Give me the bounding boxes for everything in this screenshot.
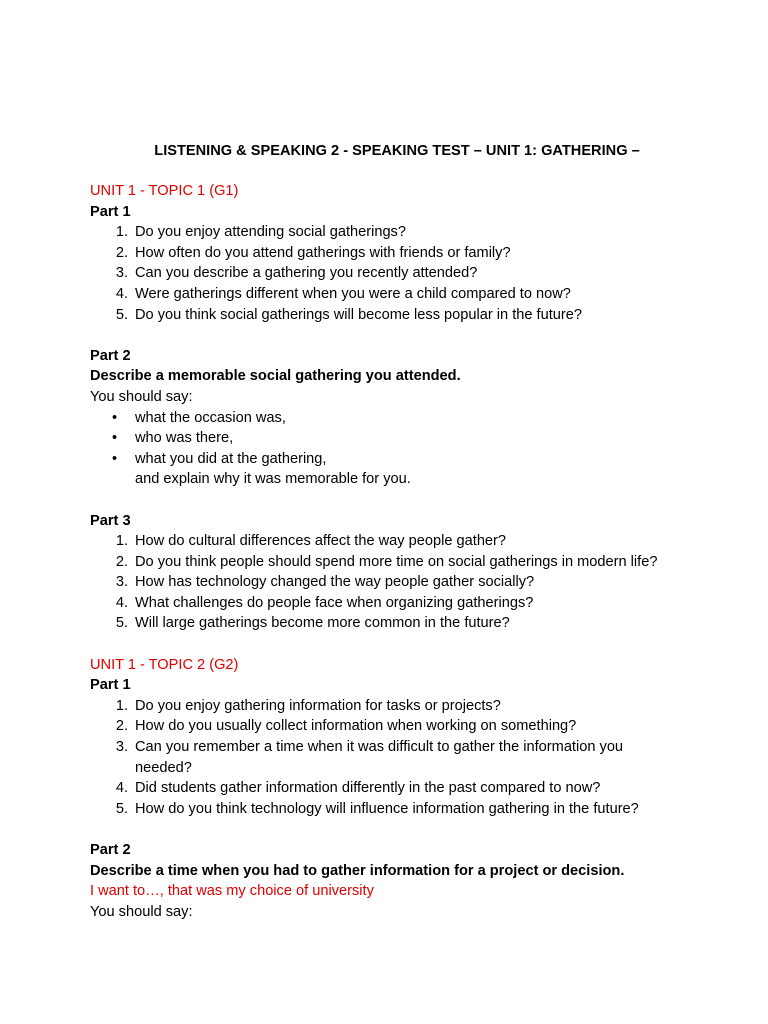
list-item: 4. What challenges do people face when organizing gatherings? [115, 594, 534, 611]
spacer [90, 325, 690, 346]
document-title: LISTENING & SPEAKING 2 - SPEAKING TEST – UNIT 1: GATHERING – [154, 143, 640, 159]
spacer [90, 490, 690, 511]
topic1-should-say: You should say: [90, 388, 193, 405]
question-text: Do you think social gatherings will become less popular in the future? [135, 306, 582, 323]
question-text: Can you describe a gathering you recently attended? [135, 265, 478, 282]
bullet-icon: • [112, 450, 118, 467]
list-item: 3. How has technology changed the way people gather socially? [115, 574, 535, 591]
bullet-text: what you did at the gathering, [135, 450, 327, 467]
list-item: 5. Will large gatherings become more common in the future? [115, 615, 510, 632]
question-text: Were gatherings different when you were a child compared to now? [135, 285, 571, 302]
topic1-heading: UNIT 1 - TOPIC 1 (G1) [90, 183, 239, 199]
list-item: 4. Were gatherings different when you were a child compared to now? [115, 285, 571, 302]
topic2-part1-questions [90, 696, 690, 820]
list-item: 1. Do you enjoy attending social gatherings? [115, 224, 406, 241]
list-item: 4. Did students gather information differently in the past compared to now? [115, 780, 601, 797]
spacer [90, 819, 690, 840]
topic1-part3-label: Part 3 [90, 512, 131, 529]
question-text: Do you enjoy gathering information for tasks or projects? [135, 697, 501, 714]
topic1-part2-bullets [90, 408, 690, 470]
topic2-part2-prompt: Describe a time when you had to gather information for a project or decision. [90, 862, 625, 879]
bullet-text: what the occasion was, [135, 409, 286, 426]
question-text: Can you remember a time when it was difficult to gather the information you needed? [135, 739, 624, 776]
question-text: Did students gather information differently in the past compared to now? [135, 780, 601, 797]
topic1-part1-questions [90, 222, 690, 325]
list-item [90, 449, 690, 470]
list-item: 2. How do you usually collect information when working on something? [115, 718, 577, 735]
bullet-icon: • [112, 409, 118, 426]
topic2-heading: UNIT 1 - TOPIC 2 (G2) [90, 656, 239, 673]
question-text: Will large gatherings become more common in the future? [135, 615, 510, 632]
bullet-text: who was there, [135, 430, 234, 447]
question-text: How do you usually collect information when working on something? [135, 718, 577, 735]
list-item: 3. Can you remember a time when it was difficult to gather the information you needed? [115, 739, 624, 776]
list-item: 5. How do you think technology will influence information gathering in the future? [115, 800, 639, 817]
topic2-part1-label: Part 1 [90, 677, 131, 694]
topic1-part3-questions [90, 531, 690, 634]
question-text: What challenges do people face when organizing gatherings? [135, 594, 534, 611]
topic1-part2-prompt: Describe a memorable social gathering you attended. [90, 368, 461, 385]
list-item: 2. Do you think people should spend more time on social gatherings in modern life? [115, 553, 658, 570]
topic2-part2-label: Part 2 [90, 842, 131, 858]
list-item: 2. How often do you attend gatherings with friends or family? [115, 244, 511, 261]
topic2-part2-note: I want to…, that was my choice of university [90, 883, 374, 900]
question-text: Do you enjoy attending social gatherings? [135, 224, 406, 241]
list-item: 1. Do you enjoy gathering information for tasks or projects? [115, 697, 501, 714]
topic1-part1-label: Part 1 [90, 203, 131, 220]
topic1-part2-closing: and explain why it was memorable for you. [135, 471, 411, 488]
question-text: How has technology changed the way people gather socially? [135, 574, 535, 591]
spacer [90, 634, 690, 655]
list-item [90, 408, 690, 429]
topic2-should-say: You should say: [90, 903, 193, 920]
question-text: Do you think people should spend more time on social gatherings in modern life? [135, 553, 658, 570]
topic1-part2-label: Part 2 [90, 347, 131, 364]
list-item: 1. How do cultural differences affect the way people gather? [115, 533, 507, 550]
bullet-icon: • [112, 430, 118, 447]
list-item: 5. Do you think social gatherings will become less popular in the future? [115, 306, 582, 323]
document-body [90, 181, 690, 922]
question-text: How often do you attend gatherings with friends or family? [135, 244, 511, 261]
question-text: How do you think technology will influence information gathering in the future? [135, 800, 639, 817]
list-item: 3. Can you describe a gathering you recently attended? [115, 265, 478, 282]
list-item [90, 428, 690, 449]
question-text: How do cultural differences affect the way people gather? [135, 533, 507, 550]
